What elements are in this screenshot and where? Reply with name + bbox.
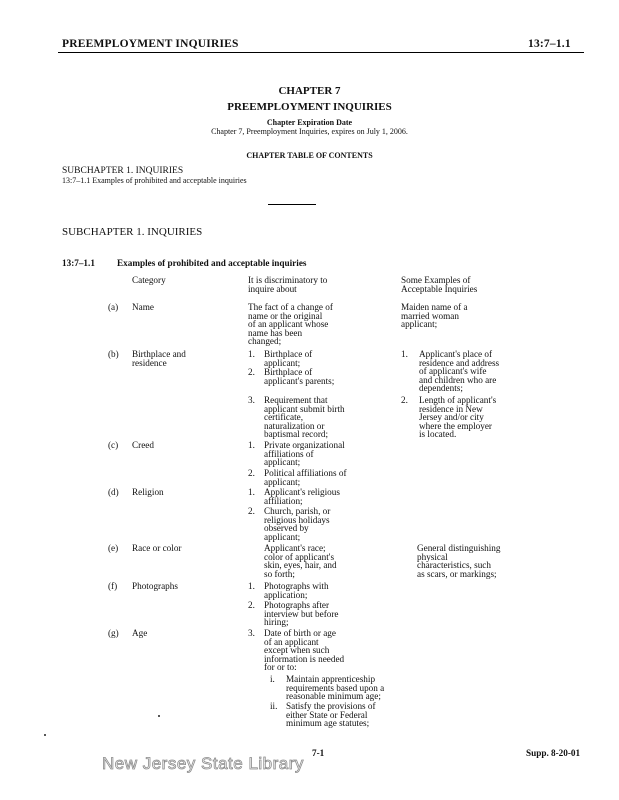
running-header-section: 13:7–1.1	[528, 38, 571, 50]
row-b-discrim-3: 3. Requirement that applicant submit birth certificate, naturalization or baptismal record;	[248, 395, 345, 440]
row-d-label: (d)	[108, 487, 119, 497]
row-a-label: (a)	[108, 302, 119, 312]
row-c-category: Creed	[132, 440, 154, 450]
chapter-number: CHAPTER 7	[278, 85, 341, 97]
page-number: 7-1	[312, 748, 325, 758]
running-header-title: PREEMPLOYMENT INQUIRIES	[62, 38, 239, 50]
row-d-discrim-2: 2. Church, parish, or religious holidays observed by applicant;	[248, 506, 331, 542]
toc-subchapter: SUBCHAPTER 1. INQUIRIES	[62, 166, 184, 176]
row-f-discrim-2: 2. Photographs after interview but before hiring;	[248, 600, 339, 628]
separator-rule	[268, 204, 316, 205]
col-header-examples-2: Acceptable Inquiries	[401, 284, 478, 294]
row-g-subitem-ii: ii. Satisfy the provisions of either State or Federal minimum age statutes;	[270, 701, 376, 729]
row-g-label: (g)	[108, 628, 119, 638]
subchapter-heading: SUBCHAPTER 1. INQUIRIES	[62, 226, 203, 238]
row-a-acceptable: Maiden name of a married woman applicant;	[401, 302, 468, 330]
section-title: Examples of prohibited and acceptable inquiries	[117, 258, 307, 268]
row-d-category: Religion	[132, 487, 164, 497]
col-header-examples-1: Some Examples of	[401, 275, 471, 285]
col-header-discrim-2: inquire about	[248, 284, 297, 294]
row-b-category: Birthplace and residence	[132, 349, 186, 368]
row-b-discrim-2: 2. Birthplace of applicant's parents;	[248, 367, 335, 386]
header-rule	[58, 52, 584, 53]
col-header-category: Category	[132, 275, 166, 285]
row-d-discrim-1: 1. Applicant's religious affiliation;	[248, 487, 340, 506]
row-g-category: Age	[132, 628, 148, 638]
col-header-discrim-1: It is discriminatory to	[248, 275, 328, 285]
row-f-label: (f)	[108, 581, 118, 591]
row-e-acceptable: General distinguishing physical characteristics, such as scars, or markings;	[417, 543, 501, 579]
row-f-category: Photographs	[132, 581, 178, 591]
library-stamp: New Jersey State Library	[102, 754, 304, 773]
scan-speck	[158, 715, 160, 717]
toc-heading: CHAPTER TABLE OF CONTENTS	[246, 151, 373, 160]
row-b-discrim-1: 1. Birthplace of applicant;	[248, 349, 313, 368]
row-c-discrim-2: 2. Political affiliations of applicant;	[248, 468, 347, 487]
supplement-date: Supp. 8-20-01	[526, 748, 581, 758]
expiration-text: Chapter 7, Preemployment Inquiries, expires on July 1, 2006.	[211, 127, 408, 136]
row-e-discrim: Applicant's race; color of applicant's skin, eyes, hair, and so forth;	[264, 543, 337, 579]
row-b-label: (b)	[108, 349, 119, 359]
row-b-acceptable-1: 1. Applicant's place of residence and address of applicant's wife and children who are dependents;	[401, 349, 500, 394]
row-e-label: (e)	[108, 543, 119, 553]
row-c-discrim-1: 1. Private organizational affiliations of applicant;	[248, 440, 345, 468]
expiration-heading: Chapter Expiration Date	[266, 118, 353, 127]
row-f-discrim-1: 1. Photographs with application;	[248, 581, 329, 600]
row-g-discrim-3: 3. Date of birth or age of an applicant except when such information is needed for or to:	[248, 628, 345, 673]
row-a-category: Name	[132, 302, 154, 312]
scan-speck	[44, 734, 46, 736]
chapter-title: PREEMPLOYMENT INQUIRIES	[227, 101, 392, 113]
row-b-acceptable-2: 2. Length of applicant's residence in New Jersey and/or city where the employer is located.	[401, 395, 497, 440]
row-c-label: (c)	[108, 440, 119, 450]
row-e-category: Race or color	[132, 543, 182, 553]
row-g-subitem-i: i. Maintain apprenticeship requirements based upon a reasonable minimum age;	[270, 674, 385, 702]
row-a-discrim: The fact of a change of name or the original of an applicant whose name has been changed;	[248, 302, 333, 347]
section-number: 13:7–1.1	[62, 258, 95, 268]
toc-entry: 13:7–1.1 Examples of prohibited and acceptable inquiries	[62, 176, 247, 185]
